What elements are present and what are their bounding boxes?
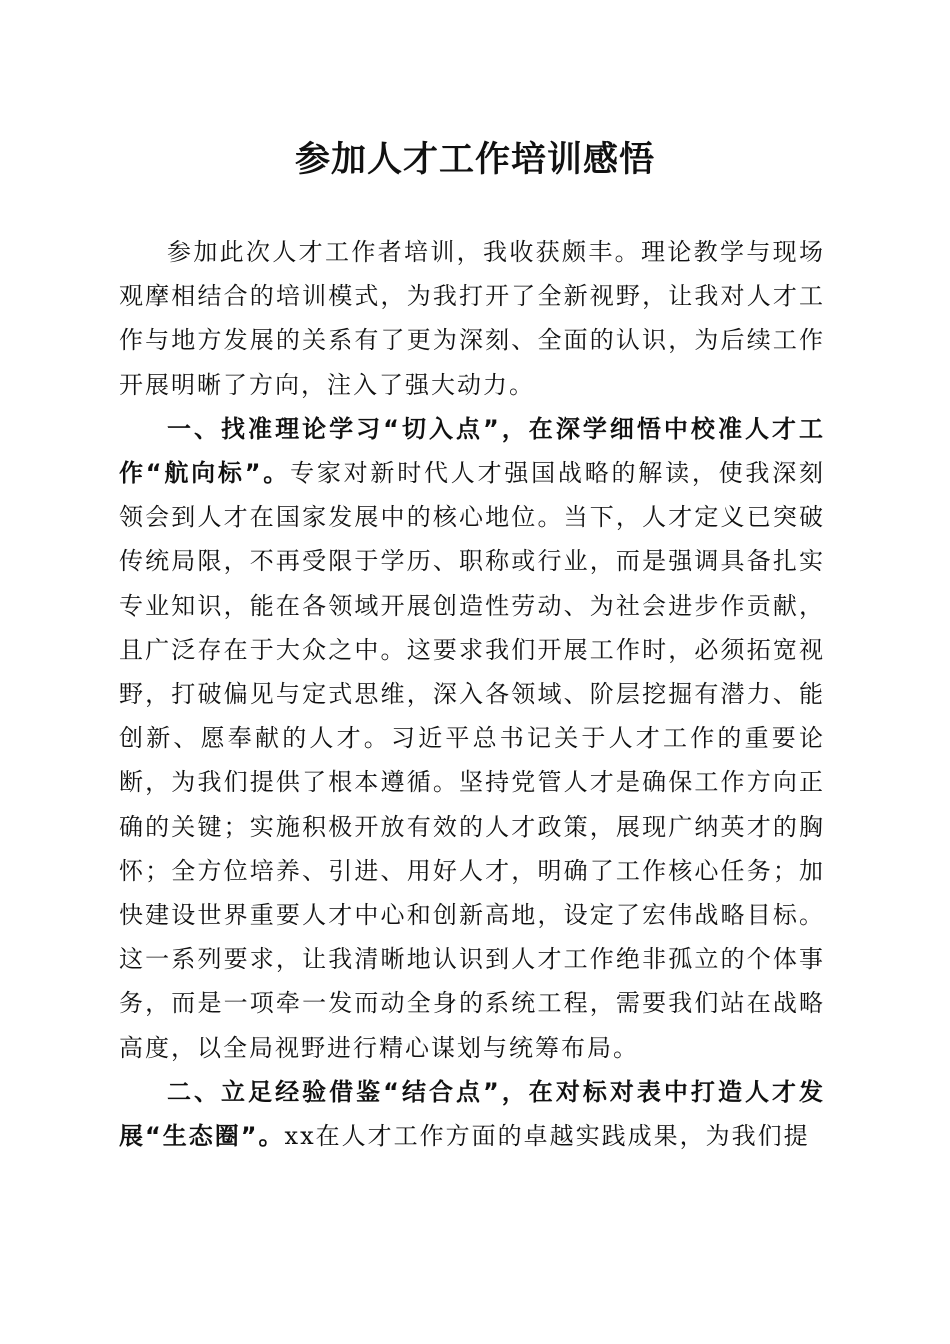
- intro-paragraph: 参加此次人才工作者培训，我收获颇丰。理论教学与现场观摩相结合的培训模式，为我打开了全新视野，让我对人才工作与地方发展的关系有了更为深刻、全面的认识，为后续工作开展明晰了方向，注入了强大动力。: [119, 238, 825, 399]
- document-title: 参加人才工作培训感悟: [294, 140, 655, 180]
- section-1-paragraph: [119, 407, 825, 1070]
- section-2-paragraph: [119, 1070, 825, 1158]
- section-1-heading: 一、找准理论学习“切入点”，在深学细悟中校准人才工作“航向标”。: [119, 414, 825, 488]
- section-1-body: 专家对新时代人才强国战略的解读，使我深刻领会到人才在国家发展中的核心地位。当下，人才定义已突破传统局限，不再受限于学历、职称或行业，而是强调具备扎实专业知识，能在各领域开展创造性劳动、为社会进步作贡献，且广泛存在于大众之中。这要求我们开展工作时，必须拓宽视野，打破偏见与定式思维，深入各领域、阶层挖掘有潜力、能创新、愿奉献的人才。习近平总书记关于人才工作的重要论断，为我们提供了根本遵循。坚持党管人才是确保工作方向正确的关键；实施积极开放有效的人才政策，展现广纳英才的胸怀；全方位培养、引进、用好人才，明确了工作核心任务；加快建设世界重要人才中心和创新高地，设定了宏伟战略目标。这一系列要求，让我清晰地认识到人才工作绝非孤立的个体事务，而是一项牵一发而动全身的系统工程，需要我们站在战略高度，以全局视野进行精心谋划与统筹布局。: [119, 459, 826, 1062]
- section-2-body: xx在人才工作方面的卓越实践成果，为我们提: [284, 1122, 810, 1151]
- section-2-heading: 二、立足经验借鉴“结合点”，在对标对表中打造人才发展“生态圈”。: [119, 1077, 825, 1151]
- document-body: [119, 230, 825, 1158]
